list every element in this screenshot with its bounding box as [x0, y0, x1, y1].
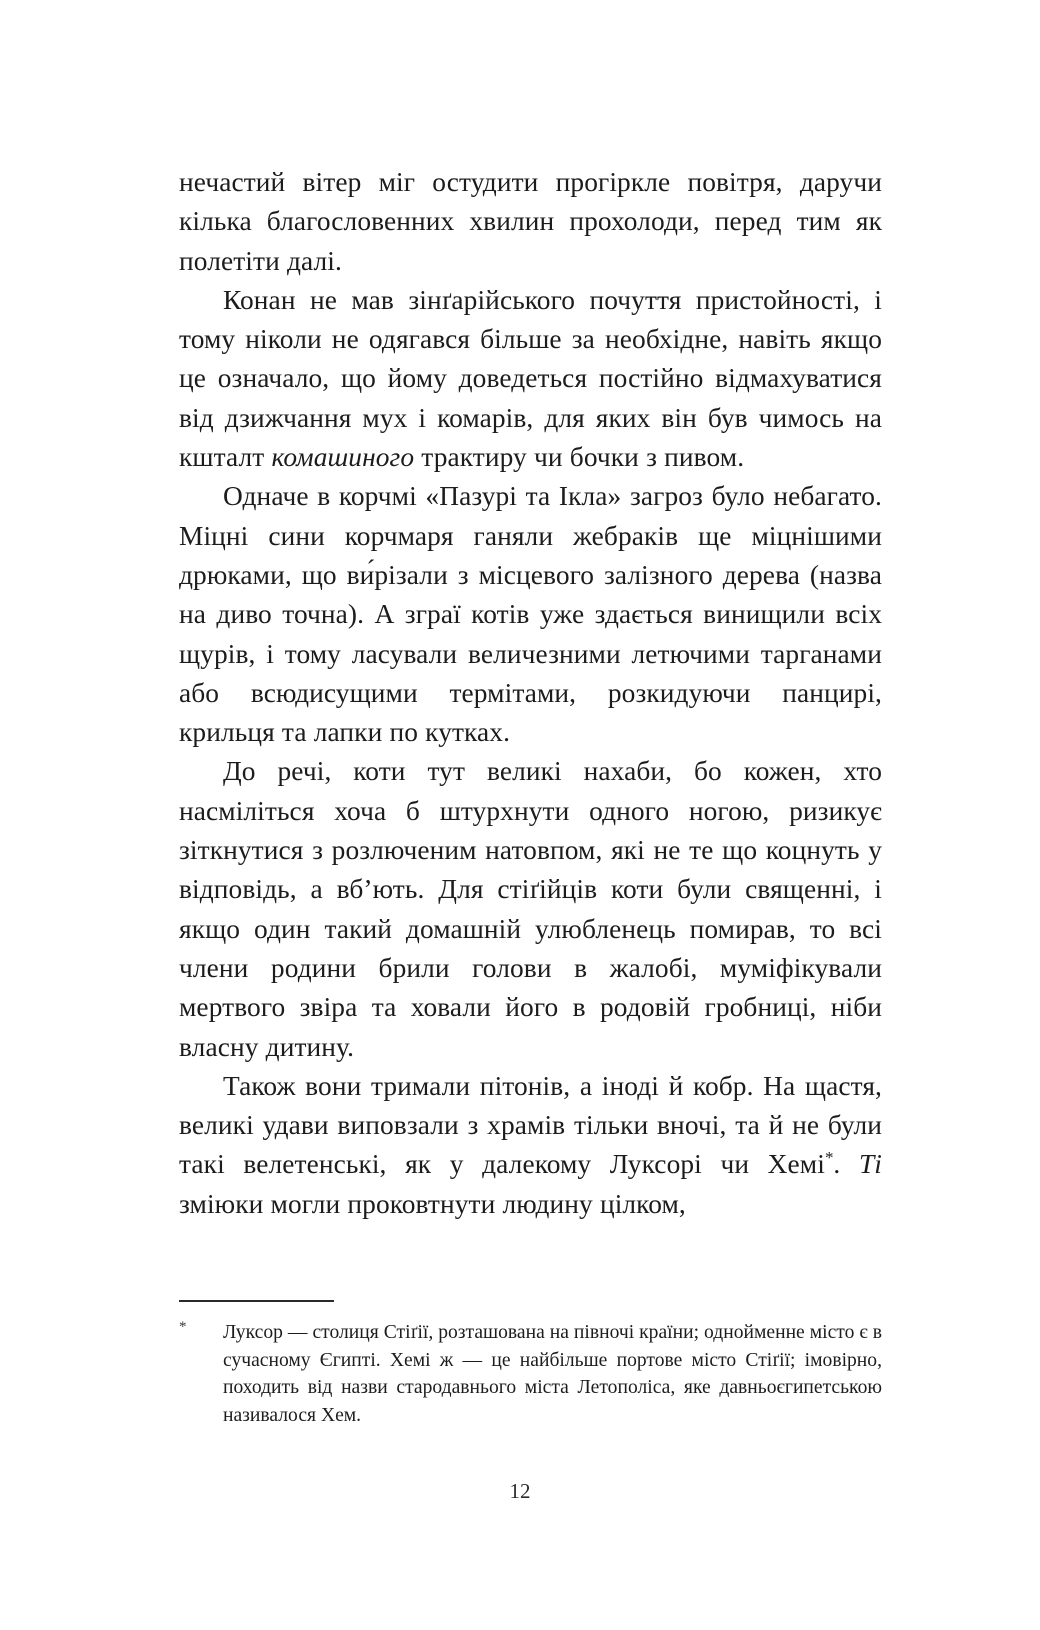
paragraph-1-text: нечастий вітер міг остудити прогіркле повітря, даручи кілька благословенних хвилин прохолоди, перед тим як полетіти далі.	[179, 167, 882, 276]
paragraph-5-text-before-footnote-ref: Також вони тримали пітонів, а іноді й кобр. На щастя, великі удави виповзали з храмів тільки вночі, та й не були такі велетенські, як у далекому Луксорі чи Хемі	[179, 1070, 882, 1180]
footnote-entry	[179, 1319, 882, 1429]
footnote-area	[179, 1300, 882, 1429]
paragraph-5-italic-word: Ті	[858, 1149, 882, 1180]
paragraph-2-italic-phrase: комашиного	[271, 442, 415, 473]
footnote-text: Луксор — столиця Стіґії, розташована на півночі країни; однойменне місто є в сучасному Єгипті. Хемі ж — це найбільше портове місто Стіґії; імовірно, походить від назви стародавнього міста Летополіса, яке давньоєгипетською називалося Хем.	[223, 1322, 882, 1426]
paragraph-2-text-before-italic: Конан не мав зінґарійського почуття пристойності, і тому ніколи не одягався більше за необхідне, навіть якщо це означало, що йому доведеться постійно відмахуватися від дзижчання мух і комарів, для яких він був чимось на кшталт	[179, 284, 882, 473]
paragraph-3-text: Одначе в корчмі «Пазурі та Ікла» загроз було небагато. Міцні сини корчмаря ганяли жебраків ще міцнішими дрюками, що ви́різали з місцевого залізного дерева (назва на диво точна). А зграї котів уже здається винищили всіх щурів, і тому ласували величезними летючими тарганами або всюдисущими термітами, розкидуючи панцирі, крильця та лапки по кутках.	[179, 481, 882, 748]
paragraph-4	[179, 752, 882, 1066]
footnote-reference-marker[interactable]: *	[824, 1148, 834, 1168]
paragraph-2	[179, 281, 882, 477]
paragraph-5-text-tail: зміюки могли проковтнути людину цілком,	[179, 1188, 686, 1219]
page-number: 12	[509, 1479, 531, 1503]
paragraph-2-text-after-italic: трактиру чи бочки з пивом.	[414, 442, 745, 473]
paragraph-4-text: До речі, коти тут великі нахаби, бо кожен, хто насміліться хоча б штурхнути одного ногою, ризикує зіткнутися з розлюченим натовпом, які не те що коцнуть у відповідь, а вб’ють. Для стіґійців коти були священні, і якщо один такий домашній улюбленець помирав, то всі члени родини брили голови в жалобі, муміфікували мертвого звіра та ховали його в родовій гробниці, ніби власну дитину.	[179, 756, 882, 1062]
paragraph-5-text-after-footnote-ref: .	[833, 1149, 859, 1180]
body-text-block	[179, 163, 882, 1224]
paragraph-5	[179, 1067, 882, 1224]
paragraph-1	[179, 163, 882, 281]
footnote-separator-rule	[179, 1300, 334, 1302]
footnote-marker: *	[179, 1318, 187, 1335]
paragraph-3	[179, 477, 882, 752]
